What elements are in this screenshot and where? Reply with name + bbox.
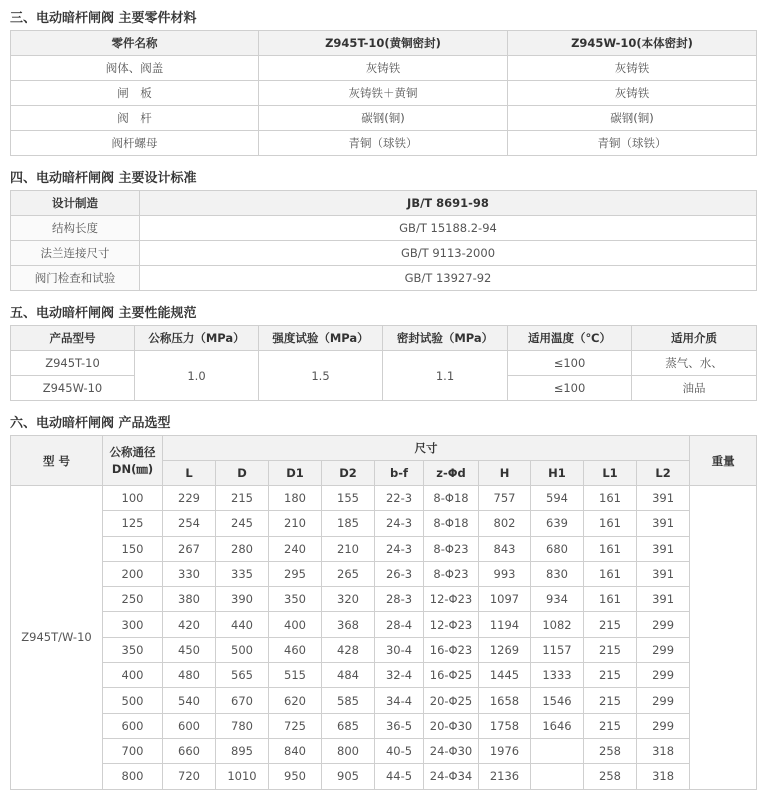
dimension-cell: 24-Φ34 xyxy=(424,764,479,789)
dimension-cell: 12-Φ23 xyxy=(424,612,479,637)
header-part-name: 零件名称 xyxy=(11,31,259,56)
dimension-cell: 725 xyxy=(269,713,322,738)
header-pressure: 公称压力（MPa） xyxy=(135,326,259,351)
strength-test: 1.5 xyxy=(259,351,383,401)
dimension-cell: 161 xyxy=(584,511,637,536)
header-design-standard: JB/T 8691-98 xyxy=(140,191,757,216)
dimension-cell: 600 xyxy=(163,713,216,738)
dimension-cell: 565 xyxy=(216,663,269,688)
dimension-cell: 8-Φ23 xyxy=(424,536,479,561)
dimension-cell: 215 xyxy=(584,688,637,713)
dimension-cell: 180 xyxy=(269,486,322,511)
dimension-cell: 1546 xyxy=(531,688,584,713)
dimension-cell: 440 xyxy=(216,612,269,637)
table-row xyxy=(11,688,757,713)
dimension-cell: 757 xyxy=(479,486,531,511)
dimension-cell: 26-3 xyxy=(375,561,424,586)
dimension-cell: 1010 xyxy=(216,764,269,789)
section-5-title: 五、电动暗杆闸阀 主要性能规范 xyxy=(10,306,197,321)
dimension-cell: 330 xyxy=(163,561,216,586)
dimension-cell: 780 xyxy=(216,713,269,738)
header-weight: 重量 xyxy=(690,436,757,486)
table-row xyxy=(11,637,757,662)
dimension-cell: 215 xyxy=(584,612,637,637)
dimension-cell: 258 xyxy=(584,764,637,789)
dimension-cell: 639 xyxy=(531,511,584,536)
header-model: 产品型号 xyxy=(11,326,135,351)
header-col-9: L2 xyxy=(637,461,690,486)
table-row xyxy=(11,266,757,291)
dimension-cell xyxy=(531,738,584,763)
dimension-cell: 318 xyxy=(637,738,690,763)
dimension-cell: 210 xyxy=(322,536,375,561)
dimension-cell: 24-3 xyxy=(375,511,424,536)
standard-value: GB/T 9113-2000 xyxy=(140,241,757,266)
dimension-cell: 934 xyxy=(531,587,584,612)
header-col-1: D xyxy=(216,461,269,486)
standard-value: GB/T 15188.2-94 xyxy=(140,216,757,241)
table-row xyxy=(11,764,757,789)
dimension-cell: 843 xyxy=(479,536,531,561)
dimension-cell: 350 xyxy=(269,587,322,612)
header-strength: 强度试验（MPa） xyxy=(259,326,383,351)
header-z945w: Z945W-10(本体密封) xyxy=(508,31,757,56)
material-w: 灰铸铁 xyxy=(508,81,757,106)
dn-cell: 800 xyxy=(103,764,163,789)
dn-cell: 500 xyxy=(103,688,163,713)
standard-item: 法兰连接尺寸 xyxy=(11,241,140,266)
table-row xyxy=(11,612,757,637)
nominal-pressure: 1.0 xyxy=(135,351,259,401)
table-row xyxy=(11,587,757,612)
header-col-6: H xyxy=(479,461,531,486)
header-dimensions: 尺寸 xyxy=(163,436,690,461)
dimension-cell: 161 xyxy=(584,536,637,561)
table-row xyxy=(11,486,757,511)
dimension-cell: 299 xyxy=(637,637,690,662)
header-model: 型 号 xyxy=(11,436,103,486)
material-t: 灰铸铁 xyxy=(259,56,508,81)
header-col-5: z-Φd xyxy=(424,461,479,486)
dimension-cell: 720 xyxy=(163,764,216,789)
part-name: 阀体、阀盖 xyxy=(11,56,259,81)
header-temperature: 适用温度（℃） xyxy=(508,326,632,351)
dimension-cell: 335 xyxy=(216,561,269,586)
temperature: ≤100 xyxy=(508,351,632,376)
dimension-cell: 800 xyxy=(322,738,375,763)
dimension-cell: 500 xyxy=(216,637,269,662)
dn-cell: 125 xyxy=(103,511,163,536)
dimension-cell: 620 xyxy=(269,688,322,713)
dimension-cell: 993 xyxy=(479,561,531,586)
table-row xyxy=(11,56,757,81)
header-medium: 适用介质 xyxy=(632,326,757,351)
dimension-cell: 585 xyxy=(322,688,375,713)
dimension-cell: 299 xyxy=(637,713,690,738)
dimension-cell: 44-5 xyxy=(375,764,424,789)
dimension-cell: 460 xyxy=(269,637,322,662)
dimension-cell: 515 xyxy=(269,663,322,688)
dimension-cell: 40-5 xyxy=(375,738,424,763)
table-row xyxy=(11,216,757,241)
dimension-cell: 20-Φ30 xyxy=(424,713,479,738)
dimension-cell: 34-4 xyxy=(375,688,424,713)
dimension-cell: 428 xyxy=(322,637,375,662)
dimension-cell: 210 xyxy=(269,511,322,536)
standards-table xyxy=(10,190,757,291)
dimension-cell: 16-Φ25 xyxy=(424,663,479,688)
medium: 油品 xyxy=(632,376,757,401)
material-w: 青铜（球铁） xyxy=(508,131,757,156)
dimension-cell: 685 xyxy=(322,713,375,738)
dimension-cell: 368 xyxy=(322,612,375,637)
dimension-cell: 2136 xyxy=(479,764,531,789)
dimension-cell: 391 xyxy=(637,486,690,511)
table-row xyxy=(11,131,757,156)
dn-cell: 250 xyxy=(103,587,163,612)
dimension-cell: 380 xyxy=(163,587,216,612)
section-3-title: 三、电动暗杆闸阀 主要零件材料 xyxy=(10,11,197,26)
dimension-cell: 215 xyxy=(216,486,269,511)
table-row xyxy=(11,351,757,376)
dimension-cell: 950 xyxy=(269,764,322,789)
dimension-cell: 1646 xyxy=(531,713,584,738)
standard-item: 结构长度 xyxy=(11,216,140,241)
dimension-cell: 299 xyxy=(637,663,690,688)
dimension-cell: 1445 xyxy=(479,663,531,688)
materials-table xyxy=(10,30,757,156)
material-w: 碳钢(铜) xyxy=(508,106,757,131)
header-col-0: L xyxy=(163,461,216,486)
header-col-3: D2 xyxy=(322,461,375,486)
header-col-4: b-f xyxy=(375,461,424,486)
dn-cell: 400 xyxy=(103,663,163,688)
table-row xyxy=(11,738,757,763)
table-row xyxy=(11,713,757,738)
dimension-cell: 484 xyxy=(322,663,375,688)
dimension-cell: 215 xyxy=(584,713,637,738)
header-seal: 密封试验（MPa） xyxy=(383,326,508,351)
model: Z945W-10 xyxy=(11,376,135,401)
dimension-cell: 680 xyxy=(531,536,584,561)
dimension-cell: 1758 xyxy=(479,713,531,738)
part-name: 闸 板 xyxy=(11,81,259,106)
dimension-cell: 540 xyxy=(163,688,216,713)
dimension-cell: 391 xyxy=(637,587,690,612)
seal-test: 1.1 xyxy=(383,351,508,401)
dimension-cell: 36-5 xyxy=(375,713,424,738)
standard-item: 阀门检查和试验 xyxy=(11,266,140,291)
header-col-8: L1 xyxy=(584,461,637,486)
dimension-cell: 1976 xyxy=(479,738,531,763)
dn-cell: 600 xyxy=(103,713,163,738)
dimension-cell: 391 xyxy=(637,511,690,536)
model: Z945T-10 xyxy=(11,351,135,376)
part-name: 阀 杆 xyxy=(11,106,259,131)
dimension-cell: 905 xyxy=(322,764,375,789)
dimension-cell: 8-Φ18 xyxy=(424,486,479,511)
dimension-cell: 1082 xyxy=(531,612,584,637)
dimension-cell: 155 xyxy=(322,486,375,511)
header-z945t: Z945T-10(黄铜密封) xyxy=(259,31,508,56)
table-row xyxy=(11,241,757,266)
performance-table xyxy=(10,325,757,401)
dn-cell: 200 xyxy=(103,561,163,586)
dimension-cell: 1097 xyxy=(479,587,531,612)
dimension-cell: 30-4 xyxy=(375,637,424,662)
dimension-cell: 1658 xyxy=(479,688,531,713)
dn-cell: 700 xyxy=(103,738,163,763)
dimension-cell: 1269 xyxy=(479,637,531,662)
dimension-cell: 161 xyxy=(584,561,637,586)
dimension-cell: 802 xyxy=(479,511,531,536)
dimension-cell: 594 xyxy=(531,486,584,511)
dimension-cell: 299 xyxy=(637,688,690,713)
section-6-title: 六、电动暗杆闸阀 产品选型 xyxy=(10,416,171,431)
dimension-cell: 215 xyxy=(584,637,637,662)
standard-value: GB/T 13927-92 xyxy=(140,266,757,291)
material-t: 青铜（球铁） xyxy=(259,131,508,156)
dimension-cell: 22-3 xyxy=(375,486,424,511)
dimension-cell: 1157 xyxy=(531,637,584,662)
dimension-cell: 24-Φ30 xyxy=(424,738,479,763)
header-nominal-diameter-label: 公称通径 xyxy=(109,444,156,459)
dimension-cell: 258 xyxy=(584,738,637,763)
dimension-cell: 16-Φ23 xyxy=(424,637,479,662)
dn-cell: 300 xyxy=(103,612,163,637)
dimension-cell: 299 xyxy=(637,612,690,637)
dimension-cell: 8-Φ23 xyxy=(424,561,479,586)
dimension-cell: 229 xyxy=(163,486,216,511)
dimension-cell: 240 xyxy=(269,536,322,561)
material-t: 碳钢(铜) xyxy=(259,106,508,131)
dimension-cell: 254 xyxy=(163,511,216,536)
dimension-cell: 660 xyxy=(163,738,216,763)
table-row xyxy=(11,106,757,131)
dimension-cell: 1194 xyxy=(479,612,531,637)
dimension-cell: 215 xyxy=(584,663,637,688)
dimension-cell: 450 xyxy=(163,637,216,662)
dimension-cell: 670 xyxy=(216,688,269,713)
dimension-cell: 12-Φ23 xyxy=(424,587,479,612)
dimension-cell: 400 xyxy=(269,612,322,637)
dimension-cell: 391 xyxy=(637,561,690,586)
dimension-cell: 895 xyxy=(216,738,269,763)
table-row xyxy=(11,663,757,688)
dimension-cell: 8-Φ18 xyxy=(424,511,479,536)
dimension-cell: 20-Φ25 xyxy=(424,688,479,713)
dimension-cell: 28-4 xyxy=(375,612,424,637)
header-nominal-diameter-unit: DN(㎜) xyxy=(111,461,154,476)
selection-table xyxy=(10,435,757,790)
header-design: 设计制造 xyxy=(11,191,140,216)
table-row xyxy=(11,536,757,561)
header-nominal-diameter xyxy=(103,436,163,486)
dimension-cell: 390 xyxy=(216,587,269,612)
dimension-cell xyxy=(531,764,584,789)
dimension-cell: 830 xyxy=(531,561,584,586)
dimension-cell: 320 xyxy=(322,587,375,612)
weight-cell xyxy=(690,486,757,790)
part-name: 阀杆螺母 xyxy=(11,131,259,156)
dimension-cell: 161 xyxy=(584,587,637,612)
header-col-2: D1 xyxy=(269,461,322,486)
material-t: 灰铸铁＋黄铜 xyxy=(259,81,508,106)
model-cell: Z945T/W-10 xyxy=(11,486,103,790)
temperature: ≤100 xyxy=(508,376,632,401)
dimension-cell: 185 xyxy=(322,511,375,536)
dn-cell: 150 xyxy=(103,536,163,561)
dimension-cell: 32-4 xyxy=(375,663,424,688)
section-4-title: 四、电动暗杆闸阀 主要设计标准 xyxy=(10,171,197,186)
dimension-cell: 24-3 xyxy=(375,536,424,561)
table-row xyxy=(11,561,757,586)
table-row xyxy=(11,511,757,536)
dimension-cell: 318 xyxy=(637,764,690,789)
dimension-cell: 391 xyxy=(637,536,690,561)
dimension-cell: 840 xyxy=(269,738,322,763)
dimension-cell: 265 xyxy=(322,561,375,586)
dimension-cell: 245 xyxy=(216,511,269,536)
dimension-cell: 280 xyxy=(216,536,269,561)
dn-cell: 100 xyxy=(103,486,163,511)
dimension-cell: 28-3 xyxy=(375,587,424,612)
material-w: 灰铸铁 xyxy=(508,56,757,81)
dimension-cell: 1333 xyxy=(531,663,584,688)
dimension-cell: 161 xyxy=(584,486,637,511)
dimension-cell: 267 xyxy=(163,536,216,561)
dimension-cell: 420 xyxy=(163,612,216,637)
dimension-cell: 480 xyxy=(163,663,216,688)
dn-cell: 350 xyxy=(103,637,163,662)
dimension-cell: 295 xyxy=(269,561,322,586)
header-col-7: H1 xyxy=(531,461,584,486)
table-row xyxy=(11,81,757,106)
medium: 蒸气、水、 xyxy=(632,351,757,376)
